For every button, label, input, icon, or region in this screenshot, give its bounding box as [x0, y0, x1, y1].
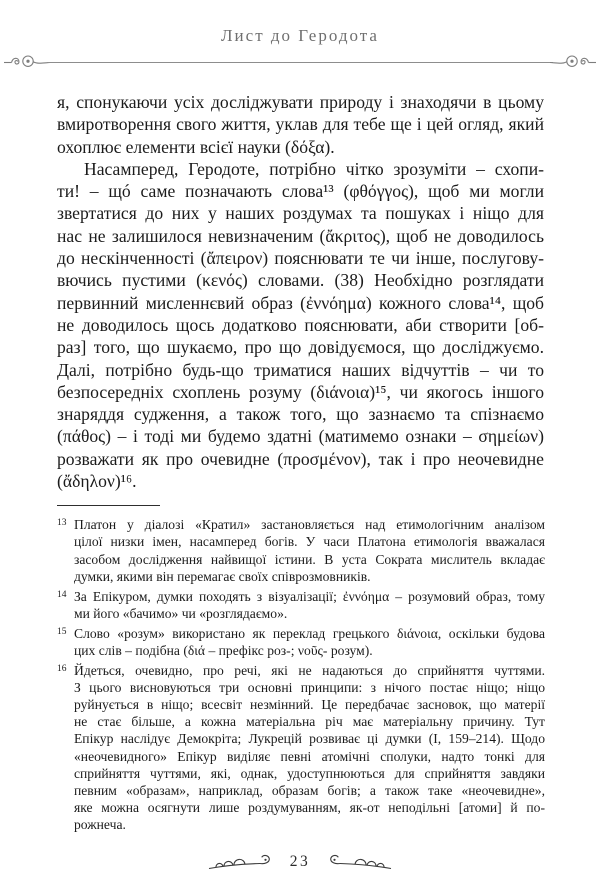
footnote-marker: 14 — [57, 589, 67, 600]
footnote — [57, 662, 545, 833]
footnote-line: цілої низки імен, насамперед богів. У часи Платона етимологія вважалася — [74, 534, 545, 550]
header-ornament-rule — [4, 50, 596, 74]
body-line: первинний мисленнєвий образ (ἐννόημα) кожного слова¹⁴, щоб — [57, 292, 544, 313]
footnote-line: рожнеча. — [74, 816, 126, 832]
footnote-line: яке можна осягнути лише роздумуванням, як-от неподільні [атоми] й по- — [74, 799, 545, 815]
body-line: знаряддя судження, а також того, що зазнаємо та спізнаємо — [57, 404, 544, 425]
body-line: вючись пустими (κενός) словами. (38) Необхідно розглядати — [57, 270, 544, 291]
footnote-line: сприйняття чуттями, які, однак, удоступнюються для сприйняття завдяки — [74, 765, 545, 781]
footnote-line: засобом дослідження найвищої істини. В уста Сократа мислитель вкладає — [74, 551, 545, 567]
footnote-marker: 13 — [57, 518, 67, 529]
body-line: ти! – щó саме позначають слова¹³ (φθόγγος), щоб ми могли — [57, 181, 544, 202]
page-footer — [0, 852, 600, 872]
body-line: до нескінченності (ἄπειρον) пояснювати те чи інше, послугову- — [57, 248, 544, 269]
footnote-marker: 16 — [57, 664, 67, 675]
body-line: охоплює елементи всієї науки (δόξα). — [57, 136, 335, 157]
header-rule-line — [47, 62, 553, 63]
footnote-line: Йдеться, очевидно, про речі, які не надаються до сприйняття чуттями. — [74, 663, 545, 679]
footnote-line: руйнується в ніщо; всесвіт незмінний. Це передбачає засновок, що матерії — [74, 697, 545, 713]
footnote-line: Слово «розум» використано як переклад грецького διάνοια, оскільки будова — [74, 625, 545, 641]
body-line: Насамперед, Геродоте, потрібно чітко зрозуміти – схопи- — [84, 158, 544, 179]
scroll-spiral-left-icon — [4, 51, 50, 73]
body-line: не доводилось щось додатково пояснювати, аби створити [об- — [57, 314, 544, 335]
footnote-line: За Епікуром, думки походять з візуалізації; ἐννόημα – розумовий образ, тому — [74, 588, 545, 604]
body-line: я, спонукаючи усіх досліджувати природу і знаходячи в цьому — [57, 92, 544, 112]
footnote-line: «неочевидного» Епікур виділяє певні атомічні сполуки, надто тонкі для — [74, 748, 545, 764]
footnote-marker: 15 — [57, 626, 67, 637]
page-number: 23 — [289, 853, 311, 870]
footnote — [57, 625, 545, 659]
footnote-line: ми його «бачимо» чи «розглядаємо». — [74, 605, 288, 621]
body-text — [57, 91, 544, 492]
footnotes — [57, 516, 545, 833]
running-header-title: Лист до Геродота — [221, 26, 379, 45]
footnote-separator — [57, 505, 160, 506]
footnote-line: цих слів – подібна (διά – префікс роз-; νοῦς- розум). — [74, 643, 373, 658]
body-line: вмиротворення свого життя, уклав для тебе ще і цей огляд, який — [57, 114, 544, 135]
body-line: нас не залишилося невизначеним (ἄκριτος), щоб не доводилось — [57, 225, 544, 246]
body-line: звертатися до них у наших роздумах та пошуках і ніщо для — [57, 203, 544, 224]
scroll-spiral-right-icon — [550, 51, 596, 73]
body-line: (ἄδηλον)¹⁶. — [57, 471, 137, 492]
body-line: (πάθος) – і тоді ми будемо здатні (матимемо ознаки – σημείων) — [57, 426, 544, 447]
footnote — [57, 588, 545, 622]
body-line: раз] того, що шукаємо, про що довідуємося, що досліджуємо. — [57, 337, 544, 358]
body-line: безпосередніх схоплень розуму (διάνοια)¹⁵, чи якогось іншого — [57, 381, 544, 402]
flourish-left-icon — [207, 852, 279, 872]
footnote-line: не стає більше, а кожна матеріальна річ має матеріальну причину. Тут — [74, 714, 545, 730]
footnote-line: З цього висновуються три основні принципи: з нічого постає ніщо; ніщо — [74, 680, 545, 696]
footnote-line: думки, якими він перемагає своїх співрозмовників. — [74, 568, 371, 584]
flourish-right-icon — [321, 852, 393, 872]
body-line: Далі, потрібно будь-що триматися наших відчуттів – чи то — [57, 359, 544, 380]
footnote-line: певним «образам», наприклад, образам богів; а також таке «неочевидне», — [74, 782, 545, 798]
footnote — [57, 516, 545, 584]
body-line: розважати як про очевидне (προσμένον), так і про неочевидне — [57, 448, 544, 469]
footnote-line: Епікур наслідує Демокріта; Лукрецій розвиває ці думки (I, 159–214). Щодо — [74, 731, 545, 747]
footnote-line: Платон у діалозі «Кратил» застановляється над етимологічним аналізом — [74, 517, 545, 533]
